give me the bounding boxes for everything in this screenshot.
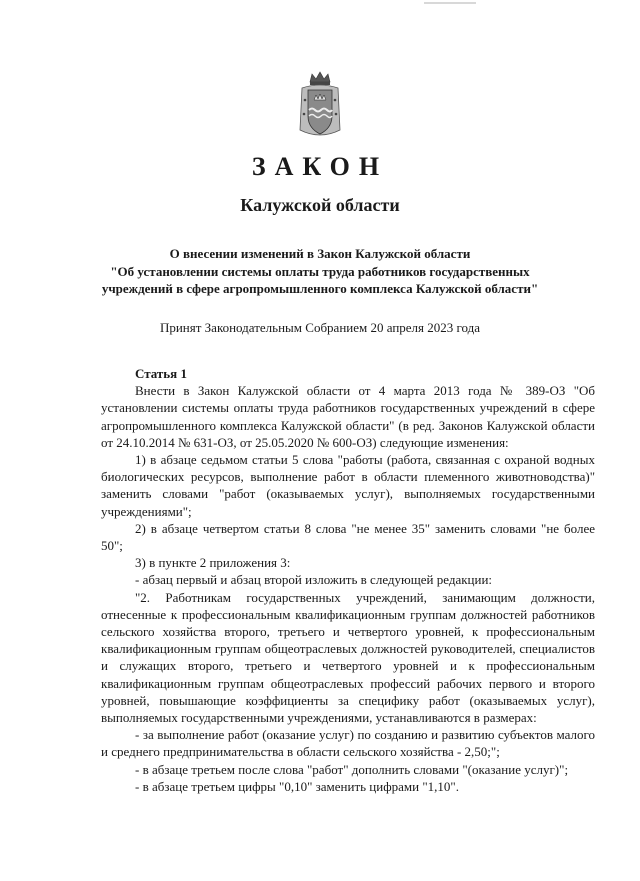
paragraph: 1) в абзаце седьмом статьи 5 слова "работы (работа, связанная с охраной водных биологических ресурсов, выполнение работ в области племенного животноводства)" заменить словами "работ (оказываемых услуг), выполняемых государственными учреждениями"; [101, 452, 595, 519]
paragraph: - в абзаце третьем после слова "работ" дополнить словами "(оказание услуг)"; [135, 761, 569, 777]
paragraph: "2. Работникам государственных учреждений, занимающим должности, отнесенные к профессиональным квалификационным группам должностей работников сельского хозяйства второго, третьего и четвертого уровней, к профессиональным квалификационным группам общеотраслевых должностей руководителей, специалистов и служащих второго, третьего и четвертого уровней и к профессиональным квалификационным группам общеотраслевых профессий рабочих первого и второго уровней, повышающие коэффициенты за специфику работ (оказываемых услуг), выполняемых государственными учреждениями, устанавливаются в размерах: [101, 589, 595, 726]
region-title: Калужской области [240, 195, 400, 215]
paragraph: - абзац первый и абзац второй изложить в следующей редакции: [135, 572, 493, 588]
scan-artifact [424, 2, 476, 4]
paragraph: Внести в Закон Калужской области от 4 марта 2013 года № 389-ОЗ "Об установлении системы оплаты труда работников государственных учреждений в сфере агропромышленного комплекса Калужской области" (в ред. Законов Калужской области от 24.10.2014 № 631-ОЗ, от 25.05.2020 № 600-ОЗ) следующие изменения: [101, 383, 595, 450]
law-title: ЗАКОН [251, 152, 389, 181]
subject-line: "Об установлении системы оплаты труда работников государственных [110, 263, 530, 279]
law-subject [0, 245, 640, 298]
coat-of-arms-icon [298, 70, 342, 142]
paragraph: - за выполнение работ (оказание услуг) по созданию и развитию субъектов малого и среднего предпринимательства в области сельского хозяйства - 2,50;"; [101, 727, 595, 760]
paragraph: 2) в абзаце четвертом статьи 8 слова "не менее 35" заменить словами "не более 50"; [101, 520, 595, 554]
article-body [101, 365, 595, 795]
adoption-note: Принят Законодательным Собранием 20 апреля 2023 года [159, 320, 481, 335]
paragraph: 3) в пункте 2 приложения 3: [135, 555, 291, 571]
subject-line: учреждений в сфере агропромышленного комплекса Калужской области" [101, 281, 539, 296]
article-heading: Статья 1 [135, 366, 187, 381]
subject-line: О внесении изменений в Закон Калужской области [169, 246, 471, 261]
paragraph: - в абзаце третьем цифры "0,10" заменить цифрами "1,10". [135, 778, 459, 794]
